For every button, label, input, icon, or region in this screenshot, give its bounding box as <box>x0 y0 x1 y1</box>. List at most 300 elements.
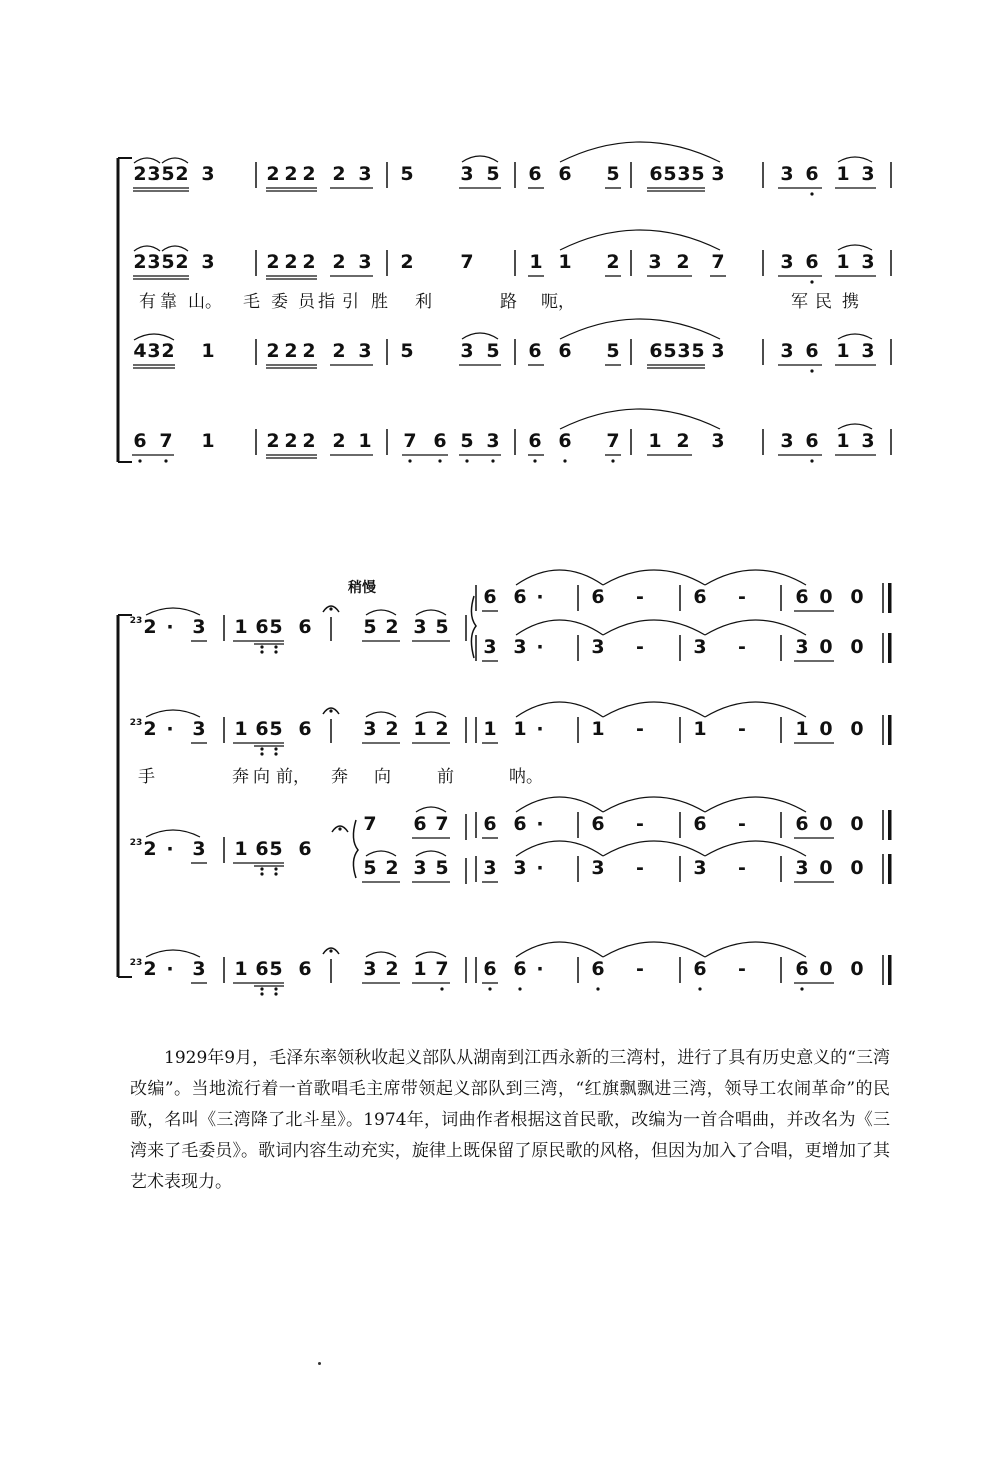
octave-dot <box>440 987 443 990</box>
final-barline-thick <box>888 633 892 663</box>
note: 2 <box>302 163 316 185</box>
note: 2 <box>266 340 280 362</box>
octave-dot <box>438 459 441 462</box>
tempo-marking: 稍慢 <box>348 580 376 596</box>
note: 5 <box>435 857 449 879</box>
note: 3 <box>192 958 206 980</box>
note: 3 <box>693 857 707 879</box>
lyric-syllable: 奔 <box>331 767 348 787</box>
note: 3 <box>780 340 794 362</box>
sustain-dash: - <box>738 586 746 608</box>
lyric-syllable: 引 <box>342 292 359 312</box>
note: 6 <box>558 340 572 362</box>
caption-paragraph <box>130 1043 890 1198</box>
octave-dot <box>596 987 599 990</box>
note: 3 <box>358 251 372 273</box>
lyric-syllable: 指 <box>318 292 335 312</box>
note: 2 <box>332 340 346 362</box>
note: 2 <box>143 958 157 980</box>
lyric-syllable: 向 <box>253 767 270 787</box>
lyric-syllable: 靠 <box>160 292 177 312</box>
note: 5 <box>460 430 474 452</box>
lyric-syllable: 山。 <box>188 292 222 312</box>
note: 5 <box>269 838 283 860</box>
octave-dot <box>164 459 167 462</box>
lyric-syllable: 前 <box>437 767 454 787</box>
note: 6 <box>795 813 809 835</box>
octave-dot <box>138 459 141 462</box>
octave-dot <box>810 192 813 195</box>
note: 3 <box>648 251 662 273</box>
note: 1 <box>836 251 850 273</box>
tie-long <box>560 319 720 339</box>
note: 6 <box>133 430 147 452</box>
note: 6 <box>528 163 542 185</box>
tie <box>146 608 200 615</box>
note: 7 <box>711 251 725 273</box>
note: 5 <box>486 340 500 362</box>
note: 4 <box>133 340 147 362</box>
note: 2 <box>385 718 399 740</box>
octave-dot <box>260 987 263 990</box>
note: 6 <box>795 586 809 608</box>
slur <box>366 712 396 717</box>
tie <box>603 570 705 585</box>
lyric-syllable: 军 <box>791 292 808 312</box>
note: 6 <box>513 586 527 608</box>
note: 1 <box>836 430 850 452</box>
note: 6 <box>298 718 312 740</box>
final-barline-thick <box>888 583 892 613</box>
tie <box>146 950 200 957</box>
final-barline-thick <box>888 715 892 745</box>
dot-extension: · <box>536 636 544 658</box>
note: 1 <box>234 616 248 638</box>
note: 2 <box>676 251 690 273</box>
rest: 0 <box>819 636 833 658</box>
octave-dot <box>488 987 491 990</box>
note: 3 <box>460 340 474 362</box>
note: 3 <box>711 163 725 185</box>
note: 3 <box>795 636 809 658</box>
note: 6 <box>649 340 663 362</box>
note: 5 <box>363 857 377 879</box>
note: 1 <box>358 430 372 452</box>
tie <box>516 570 603 585</box>
sustain-dash: - <box>636 718 644 740</box>
tie <box>603 797 705 812</box>
octave-dot <box>274 867 277 870</box>
grace-notes: 23 <box>129 958 143 968</box>
note: 2 <box>676 430 690 452</box>
note: 2 <box>400 251 414 273</box>
note: 2 <box>302 340 316 362</box>
note: 6 <box>513 958 527 980</box>
note: 3 <box>192 838 206 860</box>
octave-dot <box>274 747 277 750</box>
note: 2 <box>385 958 399 980</box>
octave-dot <box>274 645 277 648</box>
note: 6 <box>795 958 809 980</box>
lyric-syllable: 携 <box>842 292 859 312</box>
tie <box>705 942 806 957</box>
octave-dot <box>260 867 263 870</box>
note: 3 <box>711 430 725 452</box>
tie <box>516 942 603 957</box>
note: 2 <box>143 838 157 860</box>
fermata-dot <box>329 949 332 952</box>
lyric-syllable: 毛 <box>243 292 260 312</box>
tie <box>705 620 806 635</box>
note: 3 <box>358 340 372 362</box>
rest: 0 <box>850 636 864 658</box>
note: 7 <box>460 251 474 273</box>
note: 5 <box>663 163 677 185</box>
note: 3 <box>486 430 500 452</box>
rest: 0 <box>850 813 864 835</box>
tie <box>603 942 705 957</box>
lyric-syllable: 奔 <box>232 767 249 787</box>
final-barline-thick <box>888 854 892 884</box>
note: 1 <box>413 958 427 980</box>
slur <box>838 157 872 162</box>
sustain-dash: - <box>738 958 746 980</box>
slur <box>416 807 446 812</box>
dot-extension: · <box>166 958 174 980</box>
rest: 0 <box>819 857 833 879</box>
note: 3 <box>192 616 206 638</box>
note: 5 <box>269 958 283 980</box>
note: 1 <box>413 718 427 740</box>
final-barline-thick <box>888 810 892 840</box>
note: 5 <box>435 616 449 638</box>
note: 3 <box>201 251 215 273</box>
note: 2 <box>143 718 157 740</box>
note: 6 <box>558 430 572 452</box>
note: 1 <box>529 251 543 273</box>
tie-long <box>560 142 720 162</box>
note: 7 <box>435 813 449 835</box>
note: 2 <box>385 857 399 879</box>
note: 3 <box>861 163 875 185</box>
note: 3 <box>677 340 691 362</box>
note: 5 <box>486 163 500 185</box>
dot-extension: · <box>166 616 174 638</box>
note: 6 <box>298 838 312 860</box>
note: 5 <box>161 163 175 185</box>
sustain-dash: - <box>636 586 644 608</box>
rest: 0 <box>819 813 833 835</box>
lyric-syllable: 胜 <box>371 292 388 312</box>
tie <box>146 830 200 837</box>
note: 7 <box>606 430 620 452</box>
note: 3 <box>413 857 427 879</box>
note: 2 <box>161 340 175 362</box>
note: 1 <box>693 718 707 740</box>
slur <box>838 334 872 339</box>
note: 5 <box>663 340 677 362</box>
lyric-syllable: 向 <box>374 767 391 787</box>
octave-dot <box>810 459 813 462</box>
note: 6 <box>591 958 605 980</box>
note: 2 <box>332 163 346 185</box>
note: 6 <box>528 340 542 362</box>
note: 2 <box>284 163 298 185</box>
octave-dot <box>274 987 277 990</box>
note: 7 <box>159 430 173 452</box>
note: 5 <box>691 340 705 362</box>
octave-dot <box>810 369 813 372</box>
note: 1 <box>795 718 809 740</box>
octave-dot <box>274 752 277 755</box>
slur <box>416 851 446 856</box>
lyric-syllable: 路 <box>500 292 517 312</box>
note: 2 <box>266 163 280 185</box>
note: 7 <box>435 958 449 980</box>
lyric-syllable: 利 <box>415 292 432 312</box>
tie <box>603 702 705 717</box>
octave-dot <box>274 992 277 995</box>
sustain-dash: - <box>738 718 746 740</box>
rest: 0 <box>850 958 864 980</box>
lyric-syllable: 手 <box>138 767 155 787</box>
rest: 0 <box>819 718 833 740</box>
note: 6 <box>693 813 707 835</box>
octave-dot <box>800 987 803 990</box>
lyric-syllable: 呃， <box>541 292 575 312</box>
tie <box>603 841 705 856</box>
note: 2 <box>332 251 346 273</box>
note: 2 <box>175 251 189 273</box>
note: 5 <box>269 718 283 740</box>
note: 2 <box>175 163 189 185</box>
note: 2 <box>133 163 147 185</box>
octave-dot <box>698 987 701 990</box>
slur <box>366 851 396 856</box>
note: 1 <box>201 430 215 452</box>
note: 5 <box>606 340 620 362</box>
fermata-dot <box>338 827 341 830</box>
slur <box>462 156 498 162</box>
note: 3 <box>147 340 161 362</box>
note: 6 <box>513 813 527 835</box>
note: 3 <box>711 340 725 362</box>
tie <box>516 702 603 717</box>
note: 5 <box>363 616 377 638</box>
note: 6 <box>805 430 819 452</box>
note: 3 <box>591 636 605 658</box>
note: 5 <box>400 340 414 362</box>
note: 2 <box>332 430 346 452</box>
tie <box>705 570 806 585</box>
note: 1 <box>648 430 662 452</box>
lyric-syllable: 民 <box>815 292 832 312</box>
note: 6 <box>805 340 819 362</box>
fermata-dot <box>329 607 332 610</box>
note: 3 <box>591 857 605 879</box>
octave-dot <box>274 872 277 875</box>
divisi-brace <box>353 820 358 878</box>
note: 3 <box>201 163 215 185</box>
note: 3 <box>861 430 875 452</box>
caption-text: 1929年9月，毛泽东率领秋收起义部队从湖南到江西永新的三湾村，进行了具有历史意义的“三湾改编”。当地流行着一首歌唱毛主席带领起义部队到三湾，“红旗飘飘进三湾，领导工农闹革命”的民歌，名叫《三湾降了北斗星》。1974年，词曲作者根据这首民歌，改编为一首合唱曲，并改名为《三湾来了毛委员》。歌词内容生动充实，旋律上既保留了原民歌的风格，但因为加入了合唱，更增加了其艺术表现力。 <box>130 1048 890 1192</box>
note: 6 <box>591 586 605 608</box>
slur <box>416 610 446 615</box>
slur <box>416 952 446 957</box>
sustain-dash: - <box>636 857 644 879</box>
octave-dot <box>611 459 614 462</box>
note: 2 <box>284 430 298 452</box>
note: 3 <box>483 857 497 879</box>
lyric-syllable: 员 <box>298 292 315 312</box>
note: 6 <box>433 430 447 452</box>
lyric-syllable: 呐。 <box>509 767 543 787</box>
dot-extension: · <box>536 857 544 879</box>
slur <box>838 424 872 429</box>
note: 3 <box>513 857 527 879</box>
sustain-dash: - <box>636 958 644 980</box>
rest: 0 <box>850 857 864 879</box>
lyric-syllable: 前， <box>276 767 310 787</box>
sustain-dash: - <box>738 636 746 658</box>
note: 6 <box>298 958 312 980</box>
rest: 0 <box>819 586 833 608</box>
note: 6 <box>255 616 269 638</box>
slur <box>462 333 498 339</box>
note: 6 <box>413 813 427 835</box>
note: 6 <box>483 958 497 980</box>
tie-long <box>560 409 720 429</box>
note: 3 <box>861 340 875 362</box>
note: 2 <box>302 251 316 273</box>
fermata-dot <box>329 709 332 712</box>
note: 3 <box>363 958 377 980</box>
slur <box>416 712 446 717</box>
sustain-dash: - <box>738 813 746 835</box>
octave-dot <box>260 752 263 755</box>
note: 3 <box>192 718 206 740</box>
note: 6 <box>805 163 819 185</box>
octave-dot <box>260 747 263 750</box>
note: 1 <box>234 718 248 740</box>
note: 3 <box>413 616 427 638</box>
lyric-syllable: 有 <box>139 292 156 312</box>
note: 6 <box>649 163 663 185</box>
note: 3 <box>780 430 794 452</box>
note: 1 <box>201 340 215 362</box>
stray-dot <box>318 1362 321 1365</box>
note: 2 <box>143 616 157 638</box>
tie <box>516 797 603 812</box>
note: 3 <box>513 636 527 658</box>
note: 2 <box>435 718 449 740</box>
note: 3 <box>677 163 691 185</box>
octave-dot <box>260 645 263 648</box>
octave-dot <box>518 987 521 990</box>
octave-dot <box>533 459 536 462</box>
grace-notes: 23 <box>129 718 143 728</box>
note: 6 <box>693 958 707 980</box>
note: 6 <box>805 251 819 273</box>
note: 5 <box>400 163 414 185</box>
note: 1 <box>558 251 572 273</box>
dot-extension: · <box>536 813 544 835</box>
note: 1 <box>836 163 850 185</box>
note: 2 <box>606 251 620 273</box>
tie <box>705 797 806 812</box>
octave-dot <box>465 459 468 462</box>
note: 6 <box>483 813 497 835</box>
note: 3 <box>780 251 794 273</box>
octave-dot <box>260 650 263 653</box>
note: 2 <box>284 340 298 362</box>
rest: 0 <box>850 718 864 740</box>
note: 6 <box>591 813 605 835</box>
note: 5 <box>269 616 283 638</box>
tie <box>516 620 603 635</box>
note: 6 <box>693 586 707 608</box>
note: 3 <box>795 857 809 879</box>
note: 1 <box>513 718 527 740</box>
sustain-dash: - <box>738 857 746 879</box>
note: 6 <box>558 163 572 185</box>
note: 3 <box>861 251 875 273</box>
sustain-dash: - <box>636 636 644 658</box>
note: 2 <box>302 430 316 452</box>
note: 6 <box>483 586 497 608</box>
note: 3 <box>147 251 161 273</box>
octave-dot <box>491 459 494 462</box>
slur <box>838 245 872 250</box>
note: 6 <box>528 430 542 452</box>
note: 2 <box>266 251 280 273</box>
note: 3 <box>358 163 372 185</box>
octave-dot <box>260 872 263 875</box>
rest: 0 <box>819 958 833 980</box>
note: 5 <box>606 163 620 185</box>
tie-long <box>560 230 720 250</box>
note: 7 <box>363 813 377 835</box>
note: 6 <box>255 958 269 980</box>
note: 3 <box>780 163 794 185</box>
dot-extension: · <box>536 958 544 980</box>
note: 3 <box>147 163 161 185</box>
note: 7 <box>403 430 417 452</box>
note: 3 <box>363 718 377 740</box>
note: 6 <box>255 838 269 860</box>
note: 1 <box>483 718 497 740</box>
note: 3 <box>483 636 497 658</box>
octave-dot <box>408 459 411 462</box>
tie <box>705 702 806 717</box>
slur <box>366 610 396 615</box>
octave-dot <box>260 992 263 995</box>
note: 2 <box>266 430 280 452</box>
note: 2 <box>385 616 399 638</box>
sustain-dash: - <box>636 813 644 835</box>
note: 1 <box>836 340 850 362</box>
rest: 0 <box>850 586 864 608</box>
tie <box>516 841 603 856</box>
final-barline-thick <box>888 955 892 985</box>
tie <box>705 841 806 856</box>
note: 1 <box>234 838 248 860</box>
note: 3 <box>460 163 474 185</box>
note: 3 <box>693 636 707 658</box>
grace-notes: 23 <box>129 838 143 848</box>
octave-dot <box>274 650 277 653</box>
note: 2 <box>284 251 298 273</box>
